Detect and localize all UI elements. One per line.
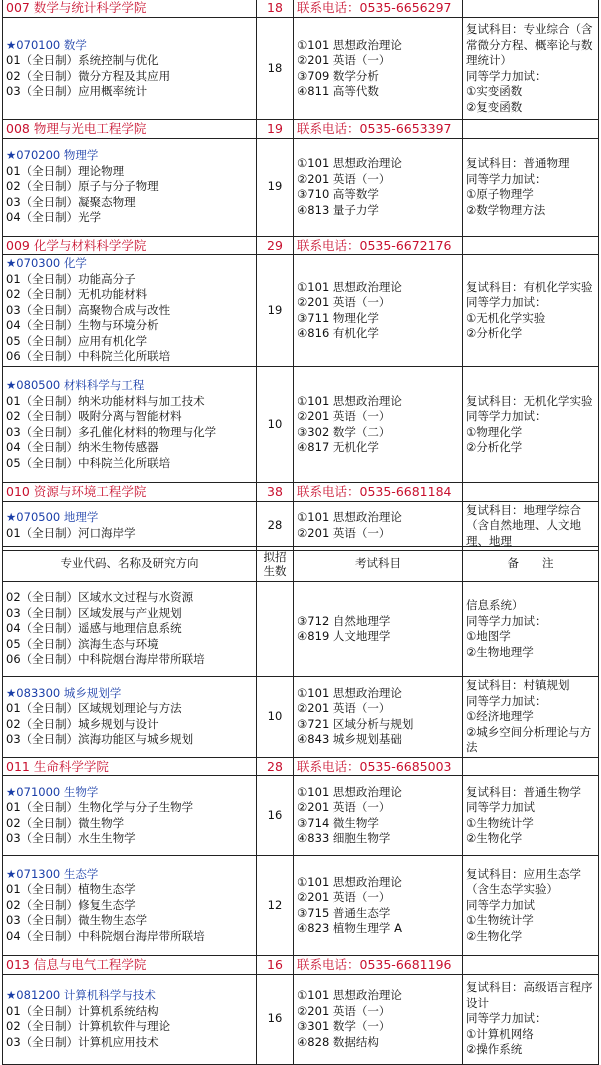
research-direction: 05（全日制）应用有机化学 [6,333,148,348]
note-line: ②分析化学 [466,326,523,340]
college-name-cell [3,956,257,975]
major-code: ★080500 材料科学与工程 [6,378,145,392]
note-line: 同等学力加试： [466,409,547,423]
major-cell [3,856,257,956]
header-notes: 备 注 [463,547,599,582]
major-code: ★070500 地理学 [6,510,99,525]
exam-subject: ③714 微生物学 [297,815,379,830]
exam-cell [294,582,463,677]
empty-cell [463,483,599,502]
notes-cell [463,138,599,236]
college-phone-cell [294,236,463,255]
note-line: 同等学力加试： [466,693,547,708]
major-code: ★083300 城乡规划学 [6,685,122,700]
research-direction: 01（全日制）功能高分子 [6,271,136,286]
college-row [3,120,599,139]
research-direction: 02（全日制）原子与分子物理 [6,179,159,194]
note-line: 同等学力加试 [466,800,535,814]
note-line: 同等学力加试： [466,68,547,83]
note-line: ①经济地理学 [466,709,534,723]
exam-cell [294,367,463,483]
exam-subject: ②201 英语（一） [297,800,391,814]
note-line: ①生物统计学 [466,815,534,830]
college-name: 011 生命科学学院 [6,758,109,774]
college-name-cell [3,757,257,776]
empty-cell [463,956,599,975]
research-direction: 04（全日制）中科院烟台海岸带所联培 [6,928,205,943]
exam-subject: ①101 思想政治理论 [297,279,402,294]
major-cell [3,974,257,1064]
research-direction: 02（全日制）城乡规划与设计 [6,716,159,731]
research-direction: 01（全日制）河口海岸学 [6,525,136,540]
notes-cell [463,367,599,483]
college-name-cell [3,0,257,18]
notes-cell [463,255,599,367]
research-direction: 03（全日制）凝聚态物理 [6,194,136,209]
major-code: ★081200 计算机科学与技术 [6,988,156,1002]
exam-cell [294,18,463,120]
note-line: ①计算机网络 [466,1026,534,1041]
exam-subject: ④819 人文地理学 [297,629,391,643]
research-direction: 01（全日制）理论物理 [6,163,125,178]
exam-subject: ④811 高等代数 [297,84,379,98]
exam-subject: ④816 有机化学 [297,326,379,340]
notes-cell [463,501,599,551]
research-direction: 02（全日制）计算机软件与理论 [6,1019,171,1033]
exam-subject: ②201 英语（一） [297,295,391,309]
notes-cell [463,776,599,856]
exam-cell [294,501,463,551]
exam-subject: ②201 英语（一） [297,525,391,540]
exam-subject: ④823 植物生理学 A [297,921,402,935]
college-quota: 38 [267,484,283,499]
note-line: 复试科目：高级语言程序设计 [466,980,593,1010]
research-direction: 01（全日制）系统控制与优化 [6,53,159,67]
exam-subject: ②201 英语（一） [297,701,391,716]
research-direction: 01（全日制）计算机系统结构 [6,1003,159,1018]
header-major: 专业代码、名称及研究方向 [3,547,257,582]
research-direction: 02（全日制）微分方程及其应用 [6,68,171,83]
exam-cell [294,138,463,236]
major-code: ★071300 生态学 [6,866,99,881]
college-quota-cell [257,120,294,139]
research-direction: 03（全日制）区域发展与产业规划 [6,605,182,620]
quota-cell [257,974,294,1064]
college-row [3,483,599,502]
exam-subject: ①101 思想政治理论 [297,510,402,525]
research-direction: 03（全日制）微生物生态学 [6,913,148,928]
research-direction: 02（全日制）无机功能材料 [6,287,148,302]
exam-subject: ③715 普通生态学 [297,905,391,920]
note-line: ②生物化学 [466,928,523,943]
exam-subject: ①101 思想政治理论 [297,784,402,799]
empty-cell [463,236,599,255]
exam-subject: ③711 物理化学 [297,310,379,325]
exam-subject: ②201 英语（一） [297,171,391,186]
quota: 16 [267,807,283,822]
quota: 18 [267,60,283,75]
college-name-cell [3,236,257,255]
notes-cell [463,677,599,758]
note-line: ①原子物理学 [466,187,534,201]
quota-cell [257,18,294,120]
table-row [3,856,599,956]
exam-subject: ④828 数据结构 [297,1034,379,1049]
quota: 10 [267,416,283,431]
research-direction: 04（全日制）光学 [6,210,102,225]
quota-cell [257,138,294,236]
table-row [3,501,599,551]
note-line: 复试科目：地理学综合（含自然地理、人文地理、地理 [466,502,581,548]
research-direction: 02（全日制）吸附分离与智能材料 [6,409,182,423]
college-phone: 联系电话：0535-6681184 [297,484,452,499]
college-name: 008 物理与光电工程学院 [6,121,147,136]
college-quota-cell [257,236,294,255]
college-name-cell [3,483,257,502]
exam-subject: ④833 细胞生物学 [297,831,391,845]
note-line: 复试科目：专业综合（含常微分方程、概率论与数理统计） [466,22,593,67]
research-direction: 04（全日制）生物与环境分析 [6,318,159,333]
exam-subject: ③709 数学分析 [297,68,379,83]
college-row [3,757,599,776]
quota-cell [257,582,294,677]
research-direction: 03（全日制）水生生物学 [6,831,136,845]
college-phone-cell [294,956,463,975]
empty-cell [463,757,599,776]
college-phone-cell [294,483,463,502]
exam-subject: ②201 英语（一） [297,53,391,67]
college-phone: 联系电话：0535-6656297 [297,0,452,16]
research-direction: 05（全日制）滨海生态与环境 [6,636,159,651]
college-name: 010 资源与环境工程学院 [6,484,147,499]
college-name: 013 信息与电气工程学院 [6,957,147,972]
major-cell [3,138,257,236]
research-direction: 03（全日制）高聚物合成与改性 [6,302,171,317]
college-quota: 19 [267,121,283,136]
quota: 16 [267,1011,283,1026]
quota: 10 [267,709,283,723]
college-phone: 联系电话：0535-6653397 [297,121,452,136]
college-name-cell [3,120,257,139]
notes-cell [463,974,599,1064]
notes-cell [463,18,599,120]
note-line: ②生物地理学 [466,644,534,659]
exam-subject: ③301 数学（一） [297,1019,391,1033]
note-line: 复试科目：应用生态学（含生态学实验） [466,866,581,897]
research-direction: 03（全日制）多孔催化材料的物理与化学 [6,424,217,439]
note-line: 同等学力加试： [466,295,547,309]
research-direction: 02（全日制）修复生态学 [6,897,136,912]
note-line: ①地图学 [466,629,511,643]
research-direction: 05（全日制）中科院兰化所联培 [6,455,171,470]
major-cell [3,501,257,551]
note-line: 同等学力加试： [466,613,547,628]
exam-subject: ①101 思想政治理论 [297,988,402,1002]
research-direction: 03（全日制）计算机应用技术 [6,1034,159,1049]
note-line: ①生物统计学 [466,913,534,928]
table-row [3,776,599,856]
research-direction: 04（全日制）遥感与地理信息系统 [6,621,182,636]
research-direction: 01（全日制）生物化学与分子生物学 [6,800,194,814]
college-quota-cell [257,483,294,502]
exam-subject: ②201 英语（一） [297,890,391,904]
research-direction: 01（全日制）植物生态学 [6,882,136,897]
exam-subject: ④843 城乡规划基础 [297,732,402,747]
quota-cell [257,255,294,367]
research-direction: 06（全日制）中科院烟台海岸带所联培 [6,652,205,667]
major-code: ★071000 生物学 [6,784,99,799]
exam-subject: ①101 思想政治理论 [297,393,402,408]
exam-subject: ①101 思想政治理论 [297,874,402,889]
research-direction: 03（全日制）应用概率统计 [6,84,148,98]
exam-subject: ③712 自然地理学 [297,613,391,628]
quota-cell [257,677,294,758]
college-row [3,956,599,975]
college-phone: 联系电话：0535-6672176 [297,237,452,253]
note-line: ①实变函数 [466,84,523,98]
college-phone: 联系电话：0535-6685003 [297,758,452,774]
college-quota: 29 [267,237,283,253]
note-line: 复试科目：普通生物学 [466,784,581,799]
college-phone-cell [294,120,463,139]
exam-subject: ①101 思想政治理论 [297,156,402,170]
major-cell [3,582,257,677]
major-code: ★070200 物理学 [6,148,99,163]
exam-subject: ②201 英语（一） [297,1003,391,1018]
table-row [3,582,599,677]
table-row [3,138,599,236]
college-quota: 28 [267,758,283,774]
table-row [3,677,599,758]
college-quota-cell [257,757,294,776]
quota-cell [257,776,294,856]
exam-cell [294,856,463,956]
admissions-table-top [2,0,599,551]
note-line: ②分析化学 [466,440,523,454]
note-line: 复试科目：无机化学实验 [466,393,593,408]
empty-cell [463,0,599,18]
college-phone-cell [294,757,463,776]
note-line: 同等学力加试： [466,171,547,186]
exam-subject: ④813 量子力学 [297,202,379,217]
major-code: ★070100 数学 [6,37,87,52]
college-row [3,236,599,255]
college-row [3,0,599,18]
note-line: ②数学物理方法 [466,202,546,217]
exam-cell [294,776,463,856]
college-name: 009 化学与材料科学学院 [6,237,147,253]
note-line: 复试科目：村镇规划 [466,678,570,692]
exam-cell [294,255,463,367]
major-cell [3,18,257,120]
college-name: 007 数学与统计科学学院 [6,0,147,16]
note-line: 同等学力加试 [466,897,535,912]
college-quota-cell [257,0,294,18]
table-header-row [3,547,599,582]
major-code: ★070300 化学 [6,256,87,271]
research-direction: 04（全日制）纳米生物传感器 [6,440,159,454]
exam-subject: ③302 数学（二） [297,424,391,439]
notes-cell [463,856,599,956]
notes-cell [463,582,599,677]
quota: 28 [267,518,283,532]
admissions-table-bottom [2,546,599,1065]
exam-subject: ③710 高等数学 [297,187,379,201]
research-direction: 02（全日制）微生物学 [6,815,125,830]
exam-subject: ②201 英语（一） [297,409,391,423]
note-line: ①物理化学 [466,424,523,439]
quota: 19 [267,302,283,317]
note-line: 复试科目：普通物理 [466,156,570,170]
quota-cell [257,856,294,956]
exam-cell [294,677,463,758]
college-phone-cell [294,0,463,18]
research-direction: 06（全日制）中科院兰化所联培 [6,349,171,364]
note-line: ①无机化学实验 [466,310,546,325]
quota: 12 [267,897,283,912]
exam-subject: ③721 区域分析与规划 [297,716,414,731]
note-line: ②城乡空间分析理论与方法 [466,724,592,754]
table-row [3,255,599,367]
note-line: ②操作系统 [466,1042,523,1057]
research-direction: 01（全日制）纳米功能材料与加工技术 [6,393,205,408]
college-quota-cell [257,956,294,975]
exam-cell [294,974,463,1064]
exam-subject: ①101 思想政治理论 [297,37,402,52]
exam-subject: ①101 思想政治理论 [297,685,402,700]
quota-cell [257,367,294,483]
empty-cell [463,120,599,139]
quota-cell [257,501,294,551]
college-quota: 16 [267,957,283,972]
note-line: 复试科目：有机化学实验 [466,279,593,294]
table-row [3,367,599,483]
table-row [3,18,599,120]
college-quota: 18 [267,0,283,16]
note-line: 同等学力加试： [466,1011,547,1026]
exam-subject: ④817 无机化学 [297,440,379,454]
major-cell [3,367,257,483]
major-cell [3,776,257,856]
college-phone: 联系电话：0535-6681196 [297,957,452,972]
research-direction: 03（全日制）滨海功能区与城乡规划 [6,732,194,747]
note-line: ②生物化学 [466,831,523,845]
major-cell [3,677,257,758]
note-line: ②复变函数 [466,99,523,114]
research-direction: 01（全日制）区域规划理论与方法 [6,701,182,716]
table-row [3,974,599,1064]
note-line: 信息系统） [466,598,524,612]
header-exams: 考试科目 [294,547,463,582]
research-direction: 02（全日制）区域水文过程与水资源 [6,590,194,605]
quota: 19 [267,179,283,194]
major-cell [3,255,257,367]
header-enrollment: 拟招生数 [257,547,294,582]
